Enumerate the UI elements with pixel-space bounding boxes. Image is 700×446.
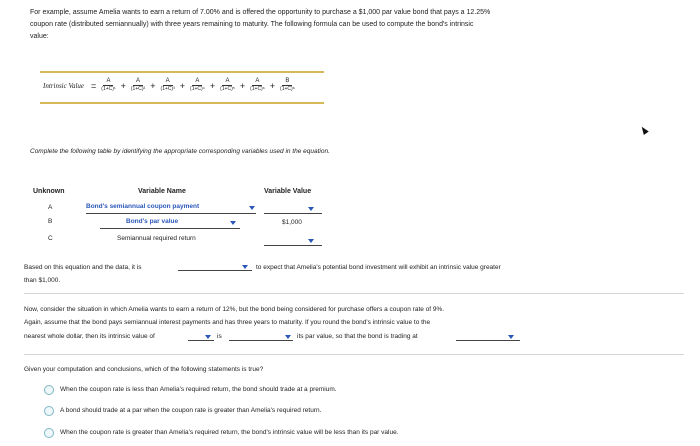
- formula-term: B (1+C)⁶: [280, 78, 295, 92]
- plus-sign: +: [269, 80, 276, 91]
- option-1[interactable]: [44, 384, 644, 396]
- conclusion-part1: Based on this equation and the data, it is: [24, 264, 142, 271]
- formula-term: A (1+C)⁴: [190, 78, 205, 92]
- section-divider: [24, 293, 684, 294]
- scenario-line-1: Now, consider the situation in which Amelia wants to earn a return of 12%, but the bond being considered for purchase offers a coupon rate of 9%.: [24, 306, 445, 313]
- radio-option-3[interactable]: [44, 428, 54, 438]
- plus-sign: +: [120, 80, 126, 91]
- scenario-line-3a: nearest whole dollar, then its intrinsic value of: [24, 333, 155, 340]
- dropdown-a-value: Bond's semiannual coupon payment: [86, 203, 200, 210]
- formula-bottom-rule: [40, 102, 324, 104]
- question-text: Given your computation and conclusions, which of the following statements is true?: [24, 366, 264, 373]
- scenario-line-2: Again, assume that the bond pays semiannual interest payments and has three years to maturity. If you round the bond's intrinsic value to the: [24, 319, 431, 326]
- formula-label: Intrinsic Value: [43, 81, 85, 90]
- mouse-cursor-icon: [639, 125, 649, 135]
- variable-name-dropdown-a[interactable]: [86, 201, 256, 214]
- formula-term: A (1+C)¹: [101, 78, 116, 92]
- table-instruction: Complete the following table by identifying the appropriate corresponding variables used in the equation.: [30, 148, 330, 155]
- formula-term: A (1+C)³: [160, 78, 175, 92]
- conclusion-part2: to expect that Amelia's potential bond investment will exhibit an intrinsic value greater: [256, 264, 501, 271]
- variable-name-dropdown-b[interactable]: [100, 216, 240, 229]
- radio-option-2[interactable]: [44, 406, 54, 416]
- section-divider: [24, 354, 684, 355]
- formula-term: A (1+C)⁶: [250, 78, 265, 92]
- row-value-b: $1,000: [282, 219, 302, 226]
- scenario-line-3c: its par value, so that the bond is trading at: [297, 333, 418, 340]
- formula-equals: =: [91, 80, 97, 91]
- intro-line-1: For example, assume Amelia wants to earn a return of 7.00% and is offered the opportunity to purchase a $1,000 par value bond that pays a 12.25%: [30, 9, 491, 16]
- plus-sign: +: [150, 80, 156, 91]
- intro-text: [30, 7, 680, 43]
- conclusion-part3: than $1,000.: [24, 277, 61, 284]
- row-unknown-b: B: [48, 218, 53, 225]
- scenario-line-3b: is: [217, 333, 222, 340]
- option-1-label: When the coupon rate is less than Amelia's required return, the bond should trade at a premium.: [60, 386, 337, 393]
- plus-sign: +: [209, 80, 216, 91]
- formula-top-rule: [40, 71, 324, 73]
- trading-dropdown[interactable]: [456, 330, 520, 342]
- comparison-dropdown[interactable]: [229, 330, 293, 342]
- formula-term: A (1+C)⁵: [220, 78, 235, 92]
- variable-value-dropdown-c[interactable]: [264, 232, 324, 245]
- row-name-c: Semiannual required return: [117, 235, 196, 242]
- option-2[interactable]: [44, 405, 644, 417]
- dropdown-b-value: Bond's par value: [126, 218, 179, 225]
- intro-line-3: value:: [30, 33, 49, 40]
- intrinsic-value-dropdown[interactable]: [188, 330, 214, 342]
- formula-term: A (1+C)²: [130, 78, 146, 92]
- plus-sign: +: [239, 80, 246, 91]
- header-variable-name: Variable Name: [138, 188, 186, 195]
- intrinsic-value-formula: [43, 78, 333, 93]
- plus-sign: +: [179, 80, 186, 91]
- radio-option-1[interactable]: [44, 385, 54, 395]
- expectation-dropdown[interactable]: [178, 260, 252, 272]
- option-3-label: When the coupon rate is greater than Amelia's required return, the bond's intrinsic value will be less than its par value.: [60, 429, 399, 436]
- option-3[interactable]: [44, 427, 644, 439]
- option-2-label: A bond should trade at a par when the coupon rate is greater than Amelia's required return.: [60, 407, 322, 414]
- row-unknown-a: A: [48, 204, 53, 211]
- variable-value-dropdown-a[interactable]: [264, 201, 324, 214]
- intro-line-2: coupon rate (distributed semiannually) with three years remaining to maturity. The following formula can be used to compute the bond's intrinsic: [30, 21, 474, 28]
- header-unknown: Unknown: [33, 188, 65, 195]
- header-variable-value: Variable Value: [264, 188, 312, 195]
- row-unknown-c: C: [48, 235, 53, 242]
